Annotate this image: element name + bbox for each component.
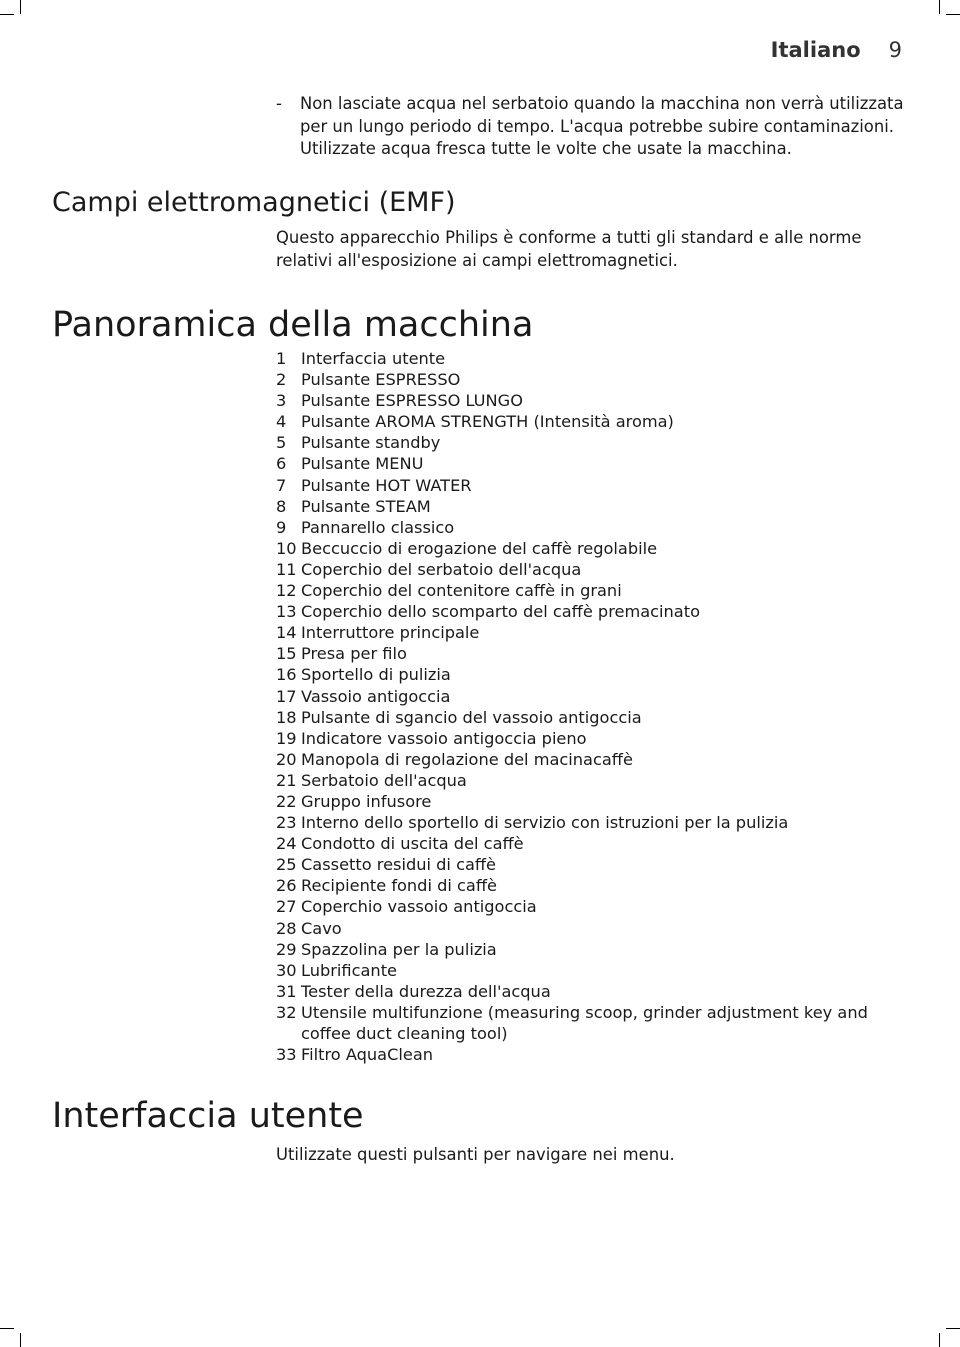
list-item-number: 26 <box>276 876 297 896</box>
list-item <box>276 1002 916 1044</box>
list-item-number: 7 <box>276 475 287 495</box>
list-item <box>276 707 916 728</box>
list-item-number: 29 <box>276 939 297 959</box>
list-item-number: 13 <box>276 602 297 622</box>
list-item-number: 23 <box>276 813 297 833</box>
list-item-label: Vassoio antigoccia <box>301 686 451 706</box>
list-item <box>276 960 916 981</box>
list-item-label: Cassetto residui di caffè <box>301 855 497 875</box>
list-item-number: 31 <box>276 981 297 1001</box>
parts-list <box>276 348 916 1065</box>
list-item-number: 1 <box>276 349 287 368</box>
list-item <box>276 664 916 685</box>
list-item <box>276 643 916 664</box>
list-item-number: 9 <box>276 517 287 537</box>
list-item-number: 14 <box>276 623 297 643</box>
header-language: Italiano <box>770 38 861 62</box>
list-item-label: Cavo <box>301 918 342 938</box>
list-item <box>276 854 916 875</box>
list-item-number: 12 <box>276 581 297 601</box>
list-item <box>276 369 916 390</box>
list-item-label: Gruppo infusore <box>301 791 432 811</box>
crop-mark <box>20 0 21 14</box>
crop-mark <box>939 1333 940 1347</box>
crop-mark <box>939 0 940 14</box>
list-item <box>276 432 916 453</box>
list-item-label: Condotto di uscita del caffè <box>301 834 524 854</box>
list-item <box>276 1044 916 1065</box>
list-item-label: Interfaccia utente <box>301 349 446 368</box>
list-item-number: 10 <box>276 538 297 558</box>
list-item <box>276 559 916 580</box>
list-item <box>276 770 916 791</box>
list-item <box>276 496 916 517</box>
list-item-number: 28 <box>276 918 297 938</box>
crop-mark <box>946 14 960 15</box>
list-item <box>276 812 916 833</box>
list-item <box>276 580 916 601</box>
list-item <box>276 939 916 960</box>
section-heading-overview: Panoramica della macchina <box>52 305 534 345</box>
list-item-number: 8 <box>276 496 287 516</box>
list-item <box>276 601 916 622</box>
page-number: 9 <box>888 38 902 62</box>
list-item-label: Pulsante MENU <box>301 454 424 474</box>
list-item-number: 30 <box>276 960 297 980</box>
emf-paragraph: Questo apparecchio Philips è conforme a tutti gli standard e alle norme relativi all'esposizione ai campi elettromagnetici. <box>276 228 862 270</box>
list-item-label: Recipiente fondi di caffè <box>301 876 497 896</box>
list-item-label: Sportello di pulizia <box>301 665 451 685</box>
list-item <box>276 749 916 770</box>
list-item-label: Coperchio vassoio antigoccia <box>301 897 537 917</box>
list-item <box>276 791 916 812</box>
list-item <box>276 728 916 749</box>
list-item-label: Pannarello classico <box>301 517 455 537</box>
crop-mark <box>20 1333 21 1347</box>
crop-mark <box>0 1328 14 1329</box>
list-item-label: Pulsante HOT WATER <box>301 475 472 495</box>
list-item-number: 20 <box>276 749 297 769</box>
list-item-number: 16 <box>276 665 297 685</box>
bullet-item <box>276 93 916 161</box>
list-item-label: Pulsante ESPRESSO <box>301 370 461 390</box>
list-item-number: 32 <box>276 1002 297 1022</box>
list-item-label: Pulsante standby <box>301 433 441 453</box>
list-item-number: 3 <box>276 391 287 411</box>
list-item-label: Pulsante AROMA STRENGTH (Intensità aroma) <box>301 412 674 432</box>
list-item-label: Pulsante STEAM <box>301 496 431 516</box>
list-item-label: Coperchio del contenitore caffè in grani <box>301 581 622 601</box>
list-item <box>276 348 916 369</box>
list-item-number: 15 <box>276 644 297 664</box>
list-item-label: Spazzolina per la pulizia <box>301 939 497 959</box>
list-item-number: 4 <box>276 412 287 432</box>
list-item <box>276 622 916 643</box>
crop-mark <box>946 1328 960 1329</box>
section-heading-emf: Campi elettromagnetici (EMF) <box>52 187 456 218</box>
list-item <box>276 475 916 496</box>
list-item-number: 22 <box>276 791 297 811</box>
list-item-label: Pulsante ESPRESSO LUNGO <box>301 391 523 411</box>
list-item-label: Utensile multifunzione (measuring scoop, grinder adjustment key and coffee duct cleaning tool) <box>301 1002 868 1043</box>
list-item-number: 6 <box>276 454 287 474</box>
list-item-label: Filtro AquaClean <box>301 1045 434 1065</box>
list-item <box>276 833 916 854</box>
list-item <box>276 981 916 1002</box>
list-item-label: Tester della durezza dell'acqua <box>301 981 551 1001</box>
list-item-number: 17 <box>276 686 297 706</box>
list-item <box>276 538 916 559</box>
list-item-label: Manopola di regolazione del macinacaffè <box>301 749 633 769</box>
section-heading-user-interface: Interfaccia utente <box>52 1096 364 1136</box>
list-item-label: Presa per filo <box>301 644 407 664</box>
list-item <box>276 517 916 538</box>
list-item <box>276 896 916 917</box>
list-item-number: 5 <box>276 433 287 453</box>
list-item-number: 24 <box>276 834 297 854</box>
list-item-label: Coperchio del serbatoio dell'acqua <box>301 559 582 579</box>
list-item <box>276 411 916 432</box>
list-item-label: Serbatoio dell'acqua <box>301 770 467 790</box>
bullet-text: Non lasciate acqua nel serbatoio quando la macchina non verrà utilizzata per un lungo periodo di tempo. L'acqua potrebbe subire contaminazioni. Utilizzate acqua fresca tutte le volte che usate la macchina. <box>300 94 904 158</box>
list-item <box>276 686 916 707</box>
list-item-label: Beccuccio di erogazione del caffè regolabile <box>301 538 658 558</box>
list-item-label: Lubrificante <box>301 960 398 980</box>
list-item-number: 25 <box>276 855 297 875</box>
crop-mark <box>0 14 14 15</box>
list-item-label: Pulsante di sgancio del vassoio antigoccia <box>301 707 642 727</box>
list-item-number: 33 <box>276 1045 297 1065</box>
list-item-number: 11 <box>276 559 297 579</box>
list-item-number: 21 <box>276 770 297 790</box>
bullet-dash: - <box>276 94 282 113</box>
list-item <box>276 918 916 939</box>
list-item-number: 18 <box>276 707 297 727</box>
list-item <box>276 875 916 896</box>
page-header <box>771 38 902 62</box>
list-item <box>276 453 916 474</box>
list-item-number: 19 <box>276 728 297 748</box>
list-item-number: 27 <box>276 897 297 917</box>
list-item-label: Coperchio dello scomparto del caffè premacinato <box>301 602 700 622</box>
list-item-label: Indicatore vassoio antigoccia pieno <box>301 728 587 748</box>
list-item-label: Interruttore principale <box>301 623 480 643</box>
list-item-number: 2 <box>276 370 287 390</box>
list-item-label: Interno dello sportello di servizio con istruzioni per la pulizia <box>301 813 789 833</box>
list-item <box>276 390 916 411</box>
user-interface-paragraph: Utilizzate questi pulsanti per navigare nei menu. <box>276 1145 675 1164</box>
